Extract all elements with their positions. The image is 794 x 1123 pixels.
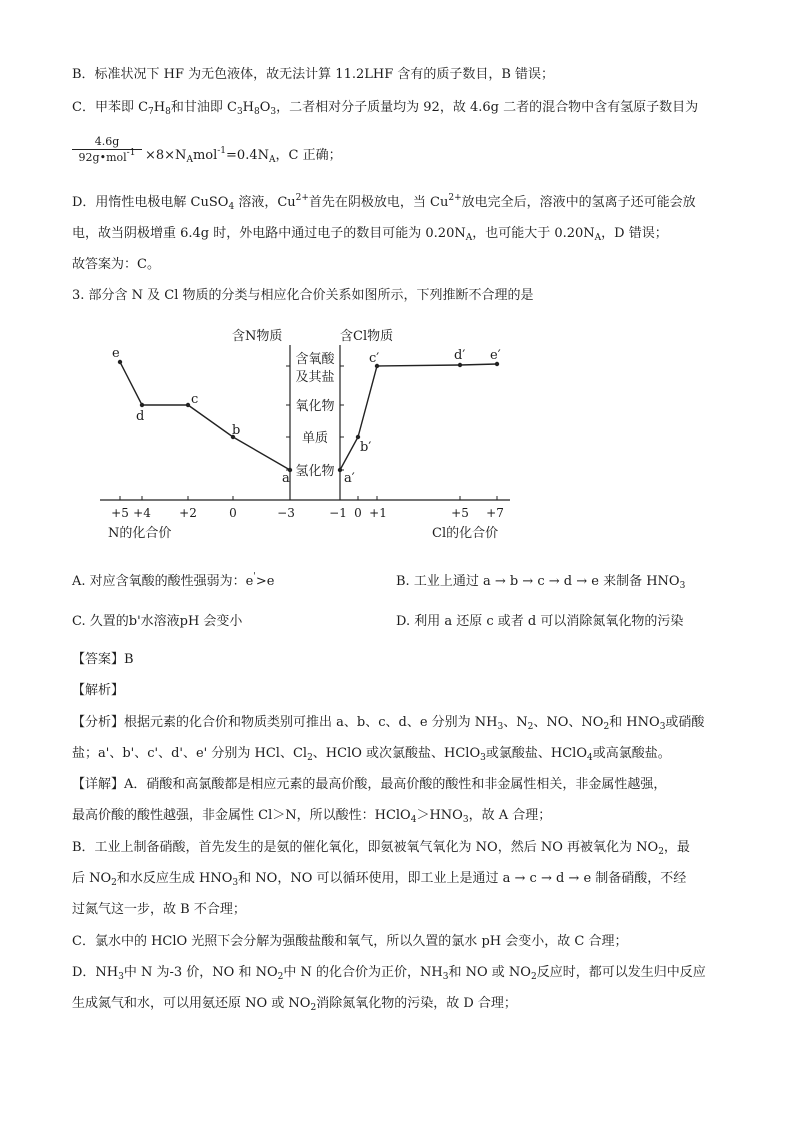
n-tick-label: +4 bbox=[133, 506, 151, 520]
xiangjie-b-line1: B．工业上制备硝酸，首先发生的是氨的催化氧化，即氨被氧气氧化为 NO，然后 NO 再被氧化为 $NO_2$，最 bbox=[72, 840, 690, 857]
label-d: d bbox=[136, 409, 145, 424]
prev-option-d-line1: D．用惰性电极电解 CuSO$_4$ 溶液，$Cu^{2+}$首先在阴极放电，当 $Cu^{2+}$放电完全后，溶液中的氢离子还可能会放 bbox=[72, 193, 696, 212]
label-a: a bbox=[282, 471, 290, 486]
n-path-line bbox=[120, 362, 290, 470]
xiangjie-c-line1: C．氯水中的 HClO 光照下会分解为强酸盐酸和氧气，所以久置的氯水 pH 会变小，故 C 合理； bbox=[72, 934, 628, 949]
option-a: A. 对应含氧酸的酸性强弱为：e'>e bbox=[72, 572, 275, 589]
valence-category-diagram bbox=[0, 0, 794, 560]
point-d-prime bbox=[458, 363, 462, 367]
xiangjie-d-line1: D．$NH_3$中 N 为-3 价，NO 和 $NO_2$中 N 的化合价为正价，$NH_3$和 NO 或 $NO_2$反应时，都可以发生归中反应 bbox=[72, 965, 706, 982]
fenxi-line1: 【分析】根据元素的化合价和物质类别可推出 a、b、c、d、e 分别为 $NH_3$、$N_2$、NO、$NO_2$和 $HNO_3$或硝酸 bbox=[72, 715, 705, 732]
cl-tick-label: +7 bbox=[486, 506, 504, 520]
xiangjie-a-line2: 最高价酸的酸性越强，非金属性 Cl＞N，所以酸性：$HClO_4>HNO_3$，故 A 合理； bbox=[72, 808, 552, 825]
prev-option-d-line2: 电，故当阴极增重 6.4g 时，外电路中通过电子的数目可能为 $0.20N_A$，也可能大于 $0.20N_A$，D 错误； bbox=[72, 226, 668, 243]
category-element: 单质 bbox=[301, 431, 329, 446]
xiangjie-d-line2: 生成氮气和水，可以用氨还原 NO 或 $NO_2$消除氮氧化物的污染，故 D 合理； bbox=[72, 996, 517, 1013]
cl-valence-axis-title: Cl的化合价 bbox=[432, 526, 499, 541]
cl-tick-label: −1 bbox=[329, 506, 347, 520]
n-tick-label: 0 bbox=[229, 506, 237, 520]
prev-option-b-text: B．标准状况下 HF 为无色液体，故无法计算 11.2LHF 含有的质子数目，B 错误； bbox=[72, 67, 555, 82]
fenxi-line2: 盐；a'、b'、c'、d'、e' 分别为 HCl、$Cl_2$、HClO 或次氯酸盐、HClO$_3$或氯酸盐、HClO$_4$或高氯酸盐。 bbox=[72, 746, 671, 763]
label-b-prime: b′ bbox=[360, 440, 372, 455]
category-oxyacid: 含氧酸 bbox=[295, 352, 335, 367]
hydrogen-count-fraction: 4.6g 92g•mol$^{-1}$ bbox=[72, 135, 142, 164]
answer-tag: 【答案】 bbox=[72, 652, 125, 667]
question-3-stem: 3. 部分含 N 及 Cl 物质的分类与相应化合价关系如图所示，下列推断不合理的是 bbox=[72, 288, 534, 303]
n-tick-label: +2 bbox=[179, 506, 197, 520]
cl-substance-title: 含Cl物质 bbox=[340, 329, 394, 344]
option-b: B. 工业上通过 a → b → c → d → e 来制备 $HNO_3$ bbox=[396, 574, 686, 591]
xiangjie-b-line2: 后 $NO_2$和水反应生成 $HNO_3$和 NO，NO 可以循环使用，即工业上是通过 a → c → d → e 制备硝酸，不经 bbox=[72, 871, 687, 888]
n-valence-axis-title: N的化合价 bbox=[108, 526, 172, 541]
prev-option-c-text: C．甲苯即 $C_7H_8$和甘油即 $C_3H_8O_3$，二者相对分子质量均为 92，故 4.6g 二者的混合物中含有氢原子数目为 bbox=[72, 100, 699, 117]
cl-tick-label: +5 bbox=[451, 506, 469, 520]
analysis-tag: 【解析】 bbox=[72, 683, 125, 698]
option-d: D. 利用 a 还原 c 或者 d 可以消除氮氧化物的污染 bbox=[396, 614, 684, 629]
n-tick-label: −3 bbox=[277, 506, 295, 520]
n-substance-title: 含N物质 bbox=[232, 329, 283, 344]
category-oxide: 氧化物 bbox=[295, 399, 335, 414]
label-c-prime: c′ bbox=[369, 351, 380, 366]
point-d bbox=[140, 403, 144, 407]
xiangjie-a-line1: 【详解】A．硝酸和高氯酸都是相应元素的最高价酸，最高价酸的酸性和非金属性相关，非金属性越强， bbox=[72, 777, 667, 792]
category-hydride: 氢化物 bbox=[295, 464, 335, 479]
label-e: e bbox=[112, 346, 120, 361]
prev-answer: 故答案为：C。 bbox=[72, 257, 160, 272]
answer-value: B bbox=[124, 652, 134, 667]
answer-line bbox=[72, 650, 134, 670]
point-a-prime bbox=[338, 468, 342, 472]
cl-tick-label: +1 bbox=[369, 506, 387, 520]
label-b: b bbox=[232, 423, 241, 438]
label-a-prime: a′ bbox=[344, 471, 355, 486]
point-b-prime bbox=[356, 435, 360, 439]
label-e-prime: e′ bbox=[490, 348, 501, 363]
cl-tick-label: 0 bbox=[354, 506, 362, 520]
xiangjie-b-line3: 过氮气这一步，故 B 不合理； bbox=[72, 902, 246, 917]
label-d-prime: d′ bbox=[454, 348, 466, 363]
point-c bbox=[186, 403, 190, 407]
option-c: C. 久置的b'水溶液pH 会变小 bbox=[72, 614, 243, 629]
label-c: c bbox=[191, 392, 199, 407]
n-tick-label: +5 bbox=[111, 506, 129, 520]
category-oxyacid-salt: 及其盐 bbox=[295, 370, 335, 385]
hydrogen-count-result: $\times 8\times N_Amol^{-1}=0.4N_A$，C 正确； bbox=[145, 146, 342, 165]
